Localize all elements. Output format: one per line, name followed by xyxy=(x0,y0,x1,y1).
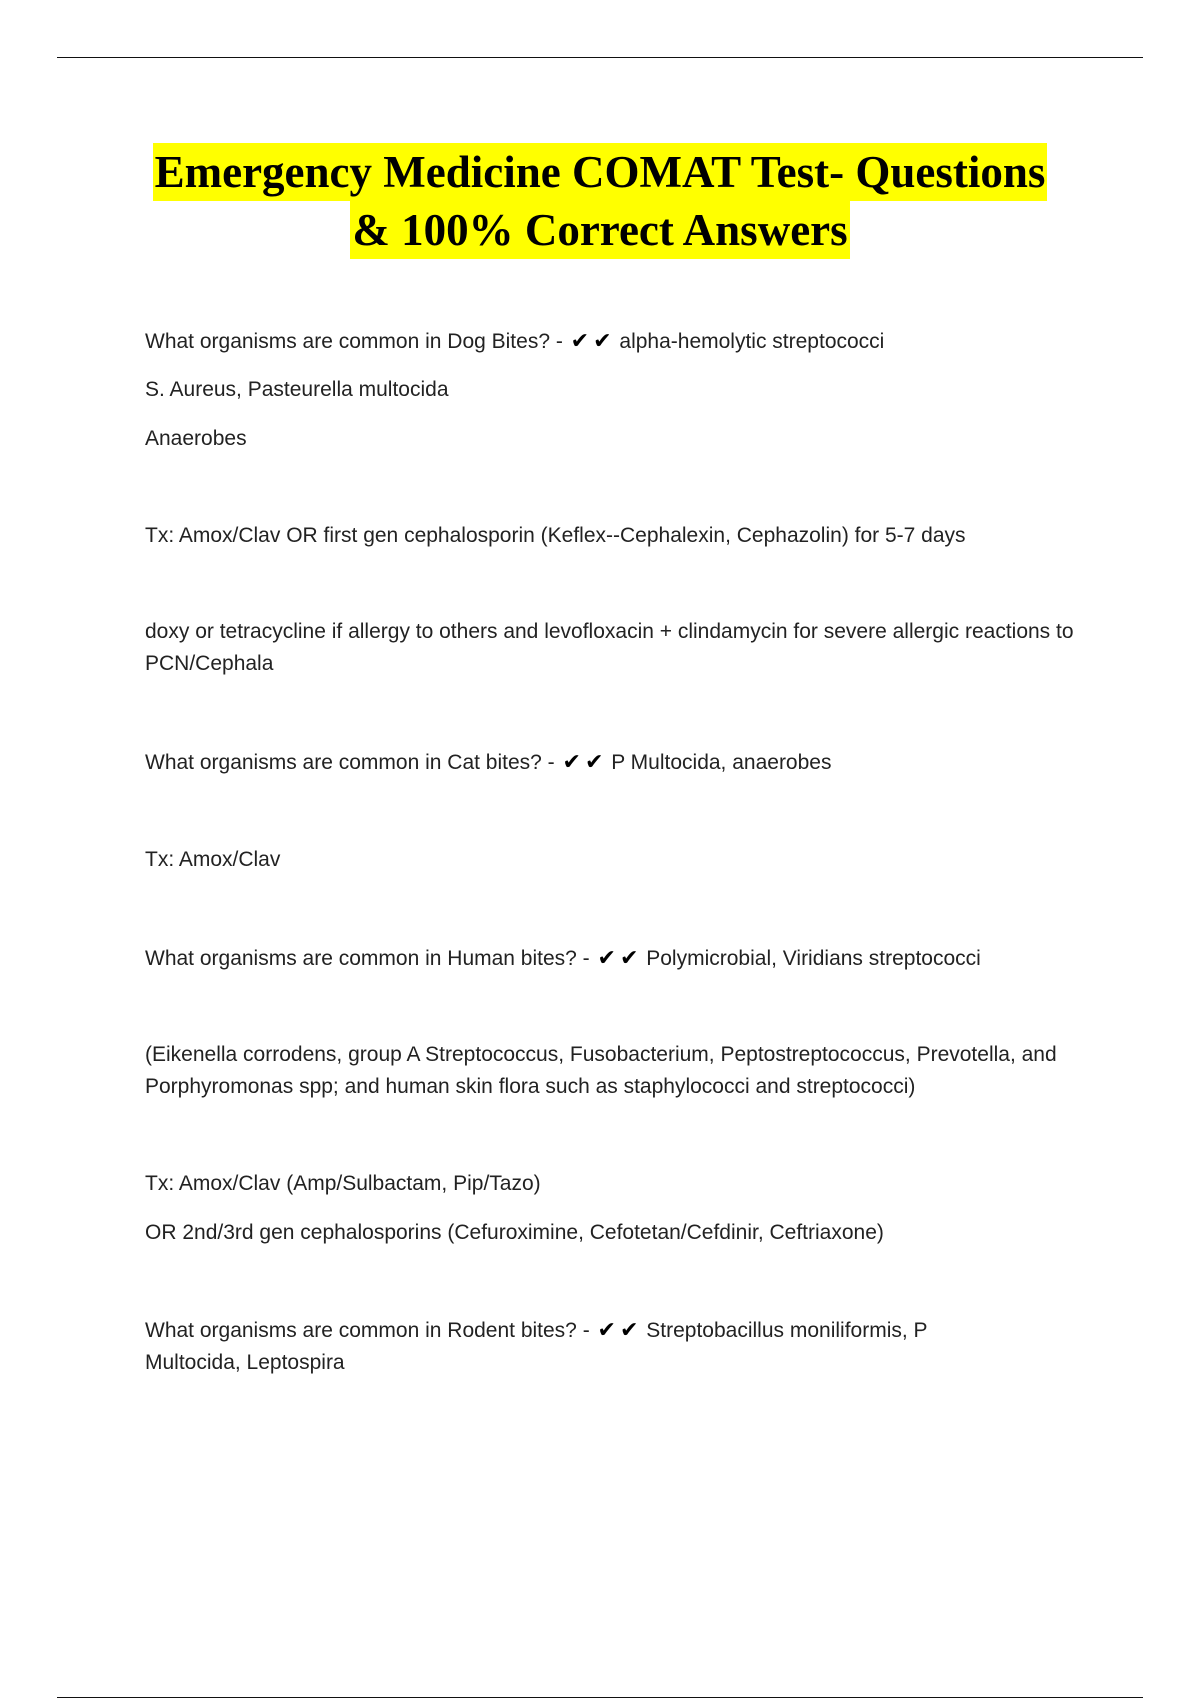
answer-text: Streptobacillus moniliformis, P Multocida, Leptospira xyxy=(145,1319,928,1374)
answer-line: S. Aureus, Pasteurella multocida xyxy=(145,378,449,401)
checkmark-icon: ✔ xyxy=(597,1318,616,1343)
checkmark-icon: ✔ xyxy=(593,329,612,354)
checkmark-icon: ✔ xyxy=(597,946,616,971)
answer-line: Anaerobes xyxy=(145,427,247,450)
checkmark-icon: ✔ xyxy=(619,946,639,971)
title-line-2: & 100% Correct Answers xyxy=(350,201,849,259)
treatment-line: Tx: Amox/Clav OR first gen cephalosporin (Keflex--Cephalexin, Cephazolin) for 5-7 days xyxy=(145,524,966,547)
treatment-line: OR 2nd/3rd gen cephalosporins (Cefuroximine, Cefotetan/Cefdinir, Ceftriaxone) xyxy=(145,1221,884,1244)
checkmark-icon: ✔ xyxy=(619,1318,639,1343)
qa-cat-bites xyxy=(145,747,1085,779)
title-line-1: Emergency Medicine COMAT Test- Questions xyxy=(153,143,1048,201)
qa-dog-bites xyxy=(145,326,1085,358)
treatment-line: Tx: Amox/Clav xyxy=(145,848,281,871)
qa-human-bites xyxy=(145,943,1085,975)
answer-paragraph: doxy or tetracycline if allergy to others and levofloxacin + clindamycin for severe allergic reactions to PCN/Cephala xyxy=(145,620,1074,675)
answer-text: Polymicrobial, Viridians streptococci xyxy=(646,947,981,970)
answer-text: alpha-hemolytic streptococci xyxy=(619,330,885,353)
question-text: What organisms are common in Dog Bites? - xyxy=(145,330,563,353)
checkmark-icon: ✔ xyxy=(562,750,581,775)
question-text: What organisms are common in Rodent bites? - xyxy=(145,1319,590,1342)
bottom-rule xyxy=(57,1697,1143,1698)
checkmark-icon: ✔ xyxy=(570,329,590,354)
answer-text: P Multocida, anaerobes xyxy=(611,751,832,774)
qa-rodent-bites xyxy=(145,1315,1005,1379)
checkmark-icon: ✔ xyxy=(584,750,604,775)
document-title xyxy=(0,143,1200,259)
answer-paragraph: (Eikenella corrodens, group A Streptococcus, Fusobacterium, Peptostreptococcus, Prevotella, and Porphyromonas spp; and human skin flora such as staphylococci and streptococci) xyxy=(145,1043,1057,1098)
top-rule xyxy=(57,57,1143,58)
treatment-line: Tx: Amox/Clav (Amp/Sulbactam, Pip/Tazo) xyxy=(145,1172,541,1195)
question-text: What organisms are common in Cat bites? - xyxy=(145,751,555,774)
question-text: What organisms are common in Human bites? - xyxy=(145,947,590,970)
